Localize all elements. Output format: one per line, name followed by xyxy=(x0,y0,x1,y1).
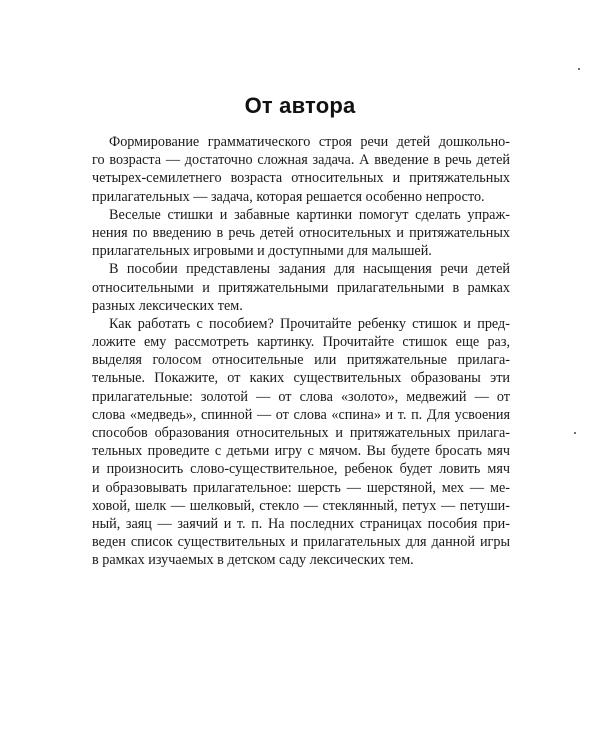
text-line: нения по введению в речь детей относительных и притяжательных xyxy=(92,224,510,241)
paragraph xyxy=(92,315,510,570)
text-line: Формирование грамматического строя речи детей дошкольно- xyxy=(109,134,510,150)
body-text xyxy=(92,133,510,570)
text-line: Как работать с пособием? Прочитайте ребенку стишок и пред- xyxy=(109,315,510,332)
text-line: относительными и притяжательными прилагательными в рамках xyxy=(92,279,510,296)
paragraph xyxy=(92,260,510,315)
paragraph xyxy=(92,206,510,261)
text-line: выделяя голосом относительные или притяжательные прилага- xyxy=(92,352,510,369)
text-line: ный, заяц — заячий и т. п. На последних страницах пособия при- xyxy=(92,515,510,532)
text-line: разных лексических тем. xyxy=(92,297,243,314)
scan-speck xyxy=(578,68,580,70)
text-line: ховой, шелк — шелковый, стекло — стеклянный, петух — петуши- xyxy=(92,497,510,514)
text-line: Веселые стишки и забавные картинки помогут сделать упраж- xyxy=(109,206,510,223)
text-line: прилагательные: золотой — от слова «золото», медвежий — от xyxy=(92,388,510,405)
text-line: способов образования относительных и притяжательных прилага- xyxy=(92,425,510,441)
text-line: четырех-семилетнего возраста относительных и притяжательных xyxy=(92,170,510,187)
text-line: слова «медведь», спинной — от слова «спина» и т. п. Для усвоения xyxy=(92,406,510,423)
text-line: в рамках изучаемых в детском саду лексических тем. xyxy=(92,552,414,569)
text-line: прилагательных — задача, которая решается особенно непросто. xyxy=(92,188,485,205)
scan-speck xyxy=(574,432,576,434)
text-line: В пособии представлены задания для насыщения речи детей xyxy=(109,261,510,278)
text-line: тельные. Покажите, от каких существительных образованы эти xyxy=(92,370,510,387)
text-line: го возраста — достаточно сложная задача. А введение в речь детей xyxy=(92,152,510,169)
text-line: и произносить слово-существительное, ребенок будет ловить мяч xyxy=(92,461,510,478)
text-line: и образовывать прилагательное: шерсть — шерстяной, мех — ме- xyxy=(92,479,510,496)
text-line: веден список существительных и прилагательных для данной игры xyxy=(92,534,510,551)
text-line: тельных проведите с детьми игру с мячом. Вы будете бросать мяч xyxy=(92,443,510,460)
page-title: От автора xyxy=(244,93,356,118)
text-line: прилагательных игровыми и доступными для малышей. xyxy=(92,243,432,260)
paragraph xyxy=(92,133,510,206)
text-line: ложите ему рассмотреть картинку. Прочитайте стишок еще раз, xyxy=(92,334,510,351)
